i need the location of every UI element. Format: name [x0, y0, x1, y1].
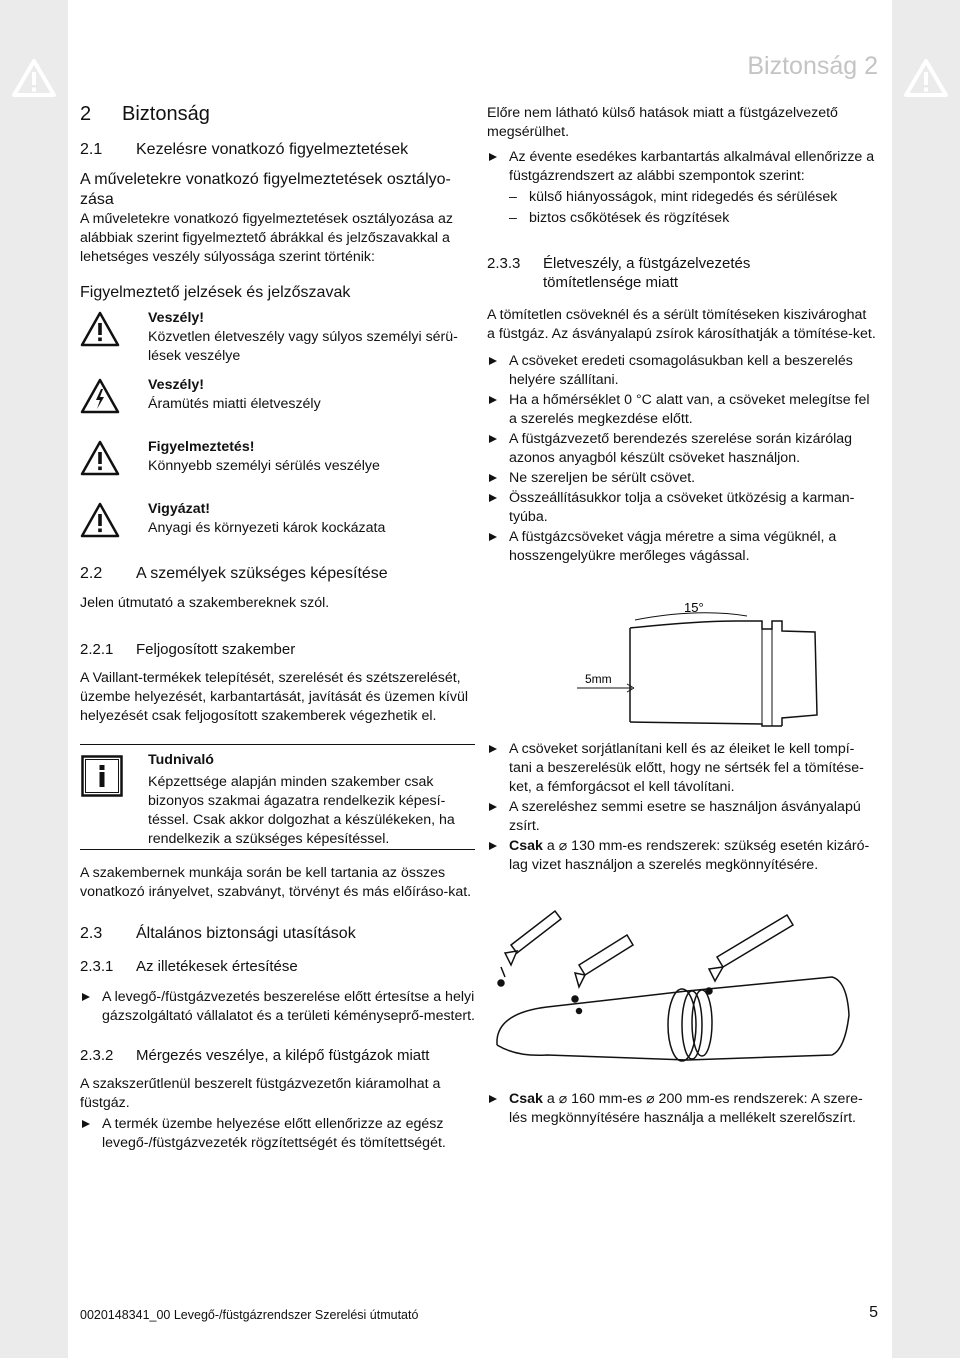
- section-heading-2-1: 2.1 Kezelésre vonatkozó figyelmeztetések: [80, 141, 409, 158]
- list-item: Összeállításukkor tolja a csöveket ütközésig a karman-tyúba.: [487, 489, 877, 527]
- right-column-lower: [487, 740, 877, 875]
- signal-word: Figyelmeztetés!: [148, 439, 255, 455]
- electric-shock-warning-icon: [80, 378, 120, 414]
- list-item: A füstgázvezető berendezés szerelése során kizárólag azonos anyagból készült csöveket használjon.: [487, 430, 877, 468]
- signal-word: Veszély!: [148, 310, 205, 326]
- exclamation-warning-icon: [904, 58, 948, 98]
- page-number: 5: [869, 1304, 878, 1321]
- dash-item: – külső hiányosságok, mint ridegedés és sérülések: [487, 188, 877, 207]
- paragraph: Jelen útmutató a szakembereknek szól.: [80, 595, 330, 611]
- exclamation-warning-icon: [12, 58, 56, 98]
- section-heading-2-3-1: 2.3.1 Az illetékesek értesítése: [80, 958, 298, 975]
- info-box: [80, 744, 475, 850]
- list-item: A termék üzembe helyezése előtt ellenőrizze az egész levegő-/füstgázvezeték rögzítettségét és tömítettségét.: [80, 1115, 475, 1153]
- exclamation-warning-icon: [80, 440, 120, 476]
- running-header: Biztonság 2: [747, 52, 878, 80]
- warning-text: Könnyebb személyi sérülés veszélye: [148, 458, 380, 474]
- paragraph: A Vaillant-termékek telepítését, szerelését és szétszerelését, üzembe helyezését, karbantartását, javítását és üzemen kívül helyezését csak feljogosított szakemberek végezhetik el.: [80, 670, 468, 724]
- list-item: Az évente esedékes karbantartás alkalmával ellenőrizze a füstgázrendszert az alábbi szempontok szerint:: [487, 148, 877, 186]
- section-heading-2-2-1: 2.2.1 Feljogosított szakember: [80, 641, 296, 658]
- section-heading-2-3: 2.3 Általános biztonsági utasítások: [80, 925, 356, 942]
- warning-electric: [80, 376, 475, 438]
- section-heading-2-2: 2.2 A személyek szükséges képesítése: [80, 565, 388, 582]
- list-item: A füstgázcsöveket vágja méretre a sima végüknél, a hosszengelyükre merőleges vágással.: [487, 528, 877, 566]
- paragraph: A szakszerűtlenül beszerelt füstgázvezetőn kiáramolhat a füstgáz.: [80, 1076, 441, 1111]
- right-column: [487, 104, 877, 566]
- pipe-cut-figure: [487, 590, 877, 730]
- left-margin-band: [0, 0, 68, 1358]
- signal-word: Vigyázat!: [148, 501, 211, 517]
- pipe-grease-figure: [487, 895, 877, 1080]
- warning-notice: [80, 500, 475, 556]
- dimension-label: 5mm: [585, 672, 612, 686]
- info-title: Tudnivaló: [148, 752, 214, 768]
- warning-caution: [80, 438, 475, 500]
- left-column: [80, 103, 475, 1153]
- list-item: A levegő-/füstgázvezetés beszerelése előtt értesítse a helyi gázszolgáltató vállalatot és a területi kéményseprő-mestert.: [80, 988, 475, 1026]
- subsection-title: A műveletekre vonatkozó figyelmeztetések osztályo-zása: [80, 171, 451, 208]
- info-icon: [81, 755, 123, 797]
- signs-title: Figyelmeztető jelzések és jelzőszavak: [80, 284, 351, 301]
- warning-danger: [80, 309, 475, 375]
- angle-label: 15°: [684, 600, 704, 615]
- warning-text: Anyagi és környezeti károk kockázata: [148, 520, 386, 536]
- list-item: Ne szereljen be sérült csövet.: [487, 469, 877, 488]
- exclamation-warning-icon: [80, 502, 120, 538]
- warning-text: Áramütés miatti életveszély: [148, 396, 321, 412]
- dash-item: – biztos csőkötések és rögzítések: [487, 209, 877, 228]
- section-heading-2-3-3: 2.3.3 Életveszély, a füstgázelvezetés: [487, 255, 751, 272]
- exclamation-warning-icon: [80, 311, 120, 347]
- paragraph: A szakembernek munkája során be kell tartania az összes vonatkozó irányelvet, szabványt, törvényt és más előíráso-kat.: [80, 865, 472, 900]
- signal-word: Veszély!: [148, 377, 205, 393]
- section-heading-2-3-2: 2.3.2 Mérgezés veszélye, a kilépő füstgázok miatt: [80, 1047, 430, 1064]
- section-heading-2-3-3-cont: tömítetlensége miatt: [543, 274, 679, 291]
- info-text: Képzettsége alapján minden szakember csak bizonyos szakmai ágazatra rendelkezik képesí-téssel. Csak akkor dolgozhat a készülékeken, ha rendelkezik a szükséges képesítéssel.: [148, 774, 455, 847]
- list-item: Csak a ⌀ 130 mm-es rendszerek: szükség esetén kizáró-lag vizet használjon a szerelés megkönnyítésére.: [487, 837, 877, 875]
- emphasis-word: Csak: [509, 1091, 543, 1107]
- paragraph: Előre nem látható külső hatások miatt a füstgázelvezető megsérülhet.: [487, 105, 838, 140]
- list-item: Ha a hőmérséklet 0 °C alatt van, a csöveket melegítse fel a szerelés megkezdése előtt.: [487, 391, 877, 429]
- list-item: Csak a ⌀ 160 mm-es ⌀ 200 mm-es rendszerek: A szere-lés megkönnyítésére használja a mellékelt szerelőszírt.: [487, 1090, 877, 1128]
- list-item: A szereléshez semmi esetre se használjon ásványalapú zsírt.: [487, 798, 877, 836]
- right-column-bottom: [487, 1090, 877, 1128]
- list-item: A csöveket sorjátlanítani kell és az éleiket le kell tompí-tani a beszerelésük előtt, hogy ne sértsék fel a tömítése-ket, a fémforgácsot el kell távolítani.: [487, 740, 877, 797]
- chapter-heading: 2 Biztonság: [80, 103, 210, 125]
- warning-text: Közvetlen életveszély vagy súlyos személyi sérü-lések veszélye: [148, 329, 458, 364]
- right-margin-band: [892, 0, 960, 1358]
- paragraph: A tömítetlen csöveknél és a sérült tömítéseken kiszivároghat a füstgáz. Az ásványalapú zsírok károsíthatják a tömítése-ket.: [487, 307, 876, 342]
- paragraph: A műveletekre vonatkozó figyelmeztetések osztályozása az alábbiak szerint figyelmeztető ábrákkal és jelzőszavakkal a lehetséges veszély súlyossága szerint történik:: [80, 211, 454, 265]
- list-item: A csöveket eredeti csomagolásukban kell a beszerelés helyére szállítani.: [487, 352, 877, 390]
- footer-doc: 0020148341_00 Levegő-/füstgázrendszer Szerelési útmutató: [80, 1308, 419, 1322]
- emphasis-word: Csak: [509, 838, 543, 854]
